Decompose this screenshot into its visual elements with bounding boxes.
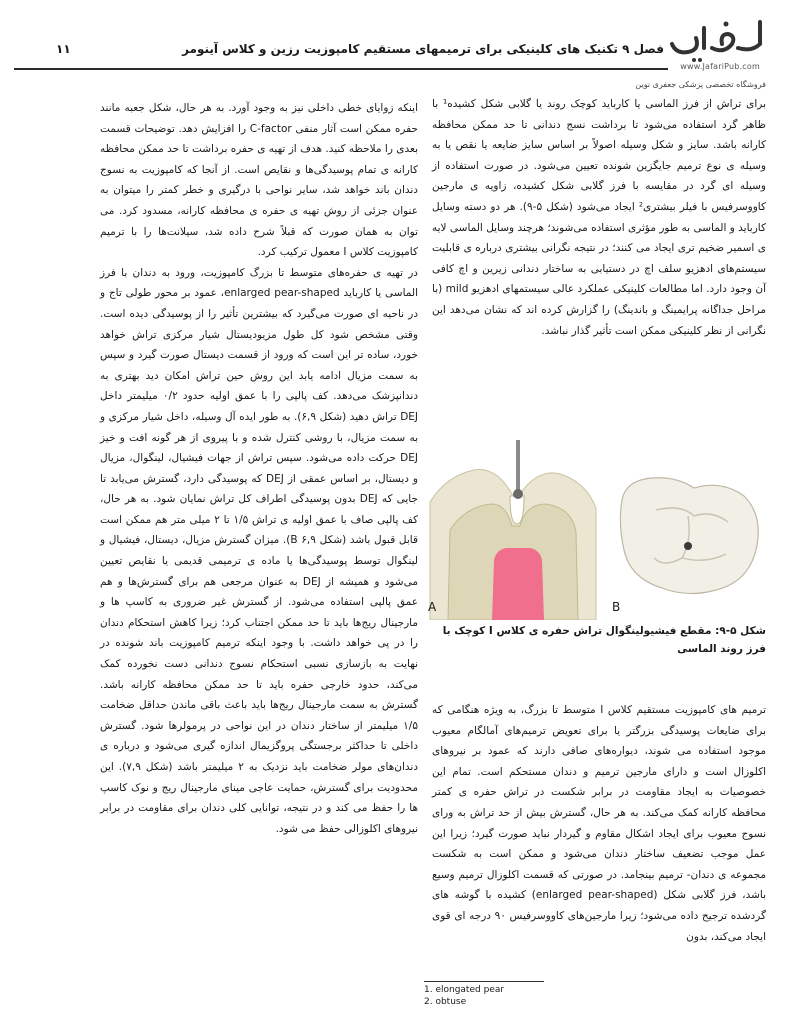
figure-label-b: B	[612, 600, 621, 614]
page-header	[0, 0, 788, 88]
figure-caption: شکل ۵-۹: مقطع فیشیولینگوال تراش حفره ی کلاس I کوچک با فرز روند الماسی	[442, 625, 766, 655]
page-number: ۱۱	[56, 42, 71, 56]
figure-label-a: A	[428, 600, 437, 614]
running-title: فصل ۹ تکنیک های کلینیکی برای ترمیمهای مستقیم کامپوزیت رزین و کلاس آینومر	[182, 42, 664, 56]
paragraph: ترمیم های کامپوزیت مستقیم کلاس I متوسط تا بزرگ، به ویژه هنگامی که برای ضایعات پوسیدگی بزرگتر یا برای تعویض ترمیم‌های آمالگام معیوب موجود استفاده می شوند، دیواره‌های صافی دارند که عمود بر نیروهای اکلوزال است و دارای مارجین ترمیم و دندان مستحکم است. تمام این خصوصیات به ایجاد مقاومت در برابر شکست در تراش حفره ی کمتر محافظه کارانه کمک می‌کند. به هر حال، گسترش بیش از حد تراش به ورای نسوج معیوب برای ایجاد اشکال مقاوم و گیردار نباید صورت گیرد؛ زیرا این عمل موجب تضعیف ساختار دندان می‌شود و ممکن است به شکست مجموعه ی دندان- ترمیم بینجامد. در صورتی که قسمت اکلوزال ترمیم وسیع باشد، فرز گلابی شکل (enlarged pear-shaped) کشیده با گوشه های گردشده ترجیح داده می‌شود؛ زیرا مارجین‌های کاووسرفیس ۹۰ درجه ای قوی ایجاد می‌کند، بدون	[432, 704, 766, 943]
footnotes	[424, 984, 504, 1008]
logo-url: www.JafariPub.com	[680, 62, 760, 71]
footnote-2: 2. obtuse	[424, 997, 467, 1007]
footnote-1: 1. elongated pear	[424, 985, 505, 995]
tooth-section-a	[430, 470, 596, 621]
right-column-bottom	[432, 700, 766, 947]
paragraph: اینکه زوایای خطی داخلی نیز به وجود آورد. به هر حال، شکل جعبه مانند حفره ممکن است آثار منفی C-factor را افزایش دهد. توضیحات قسمت بعدی را ملاحظه کنید. هدف از تهیه ی حفره برداشت تا حد ممکن محافظه کارانه ی تمام پوسیدگی‌ها و نقایص است. از آنجا که کامپوزیت به نسوج دندان باند خواهد شد، سایر نواحی با درگیری و خطر کمتر را میتوان به عنوان جزئی از روش تهیه ی حفره ی محافظه کارانه، مسدود کرد. می توان به همان صورت که قبلاً شرح داده شد، سیلانت‌ها را با ترمیم کامپوزیت کلاس I معمول ترکیب کرد. در تهیه ی حفره‌های متوسط تا بزرگ کامپوزیت، ورود به دندان با فرز الماسی یا کارباید enlarged pear-shaped، عمود بر محور طولی تاج و در ناحیه ای صورت می‌گیرد که بیشترین تأثیر را از پوسیدگی دیده است. وقتی مشخص شود کل طول مزیودیستال شیار مرکزی تراش خواهد خورد، ساده تر این است که ورود از قسمت دیستال صورت گیرد و سپس به سمت مزیال ادامه یابد این روش حین تراش امکان دید بهتری به دندانپزشک می‌دهد. کف پالپی را با عمق اولیه حدود ۰/۲ میلیمتر داخل DEJ تراش دهید (شکل ۶,۹). به طور ایده آل وسیله، داخل شیار مرکزی و به سمت مزیال، با روشی کنترل شده و با پیروی از هر گونه افت و خیز DEJ حرکت داده می‌شود. سپس تراش از جهات فیشیال، لینگوال، مزیال و دیستال، بر اساس عمقی از DEJ که پوسیدگی دارد، گسترش می‌یابد تا جایی که DEJ بدون پوسیدگی اطراف کل تراش نمایان شود. به هر حال، کف پالپی صاف با عمق اولیه ی تراش ۱/۵ تا ۲ میلی متر هم ممکن است قابل قبول باشد (شکل ۶,۹ B). میزان گسترش مزیال، دیستال، فیشیال و لینگوال توسط پوسیدگی‌ها یا ماده ی ترمیمی قدیمی یا نقایص تعیین می‌شود و همیشه از DEJ به عنوان مرجعی هم برای گسترش‌ها و هم عمق پالپی استفاده می‌شود. از گسترش غیر ضروری به کاسپ ها و مارجینال ریج‌ها باید تا حد ممکن اجتناب کرد؛ زیرا کاهش استحکام دندان را در پی خواهد داشت. با وجود اینکه ترمیم کامپوزیت باند شونده در نهایت به بازسازی نسبی استحکام نسوج دندانی دست نخورده کمک می‌کند، حدود خارجی حفره باید تا حد ممکن محافظه کارانه باشد. گسترش به سمت مارجینال ریج‌ها باید باعث باقی ماندن حداقل ضخامت ۱/۵ میلیمتر از ساختار دندان در این نواحی در پرمولرها شود. گسترش داخلی تا حداکثر برجستگی پروگزیمال اندازه گیری می‌شود و درباره ی دندان‌های مولر ضخامت باید نزدیک به ۲ میلیمتر باشد (شکل ۷,۹). این محدودیت برای گسترش، حمایت عاجی مینای مارجینال ریج و نوک کاسپ ها را حفظ می کند و در نتیجه، توانایی کلی دندان برای مقاومت در برابر نیروهای اکلوزالی حفظ می شود.	[100, 102, 419, 835]
right-column-top	[432, 94, 766, 341]
paragraph: برای تراش از فرز الماسی یا کارباید کوچک روند یا گلابی شکل کشیده¹ با ظاهر گرد استفاده می‌شود تا برداشت نسج دندانی تا حد ممکن محافظه کارانه باشد. سایز و شکل وسیله اصولاً بر اساس سایز ضایعه یا نقص یا به وسیله ی نوع ترمیم جایگزین شونده تعیین می‌شود. در صورت استفاده از وسیله ای گرد در مقایسه با فرز گلابی شکل کشیده، زاویه ی مارجین کاووسرفیس با فیلر بیشتری² ایجاد می‌شود (شکل ۵-۹). هر دو دسته وسایل کارباید و الماسی به طور مؤثری استفاده می‌شوند؛ هرچند وسایل الماسی لایه ی اسمیر ضخیم تری ایجاد می کنند؛ در نتیجه نگرانی بیشتری درباره ی قابلیت سیستم‌های ادهزیو سلف اچ در دستیابی به ساختار دندانی زیرین و اچ کافی آن وجود دارد. اما مطالعات کلینیکی عملکرد عالی سیستمهای ادهزیو mild (با مراحل جداگانه پرایمینگ و باندینگ) را گزارش کرده اند که نشان می‌دهد این نگرانی از نظر کلینیکی ممکن است تأثیر گذار نباشد.	[432, 98, 766, 337]
tooth-occlusal-b	[620, 478, 758, 594]
left-column	[100, 98, 418, 839]
figure-5-9	[426, 440, 766, 620]
tooth-illustration	[426, 440, 766, 620]
footnote-rule	[424, 981, 544, 982]
store-name: فروشگاه تخصصی پزشکی جعفری نوین	[635, 80, 766, 89]
publisher-logo-icon	[666, 14, 766, 66]
bur-icon	[513, 440, 523, 499]
